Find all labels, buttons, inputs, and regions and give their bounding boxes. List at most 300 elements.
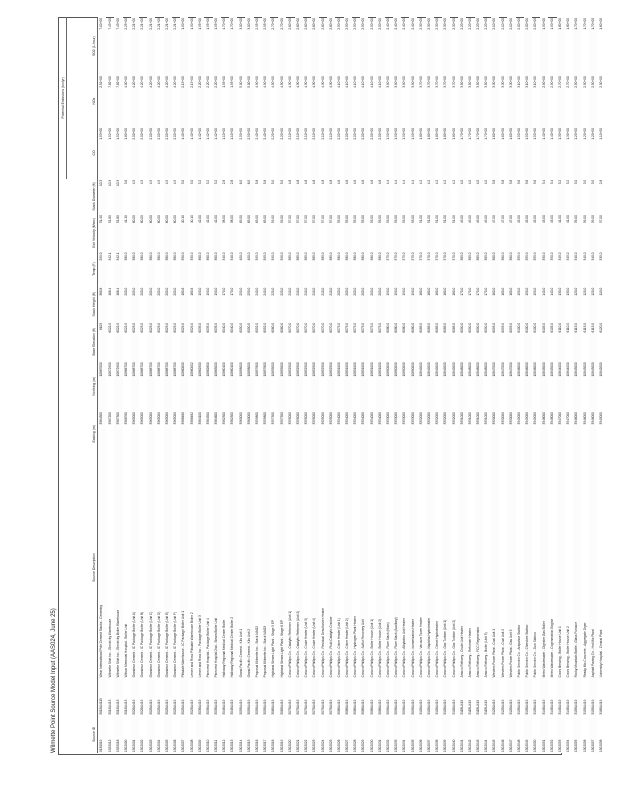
table-cell: 2.40+00 [262,127,270,179]
table-cell: 43.00 [549,215,554,224]
table-cell: 2.70+00 [278,17,286,75]
table-cell: 2.20+00 [475,17,483,75]
table-cell: 3555000 [327,411,335,457]
table-cell: 6080.0 [393,322,401,361]
table-cell: 3.90+00 [409,75,417,127]
table-cell: Rocky Mountain Bottle - Glass Furnace [573,457,581,679]
table-cell: 1.90+00 [180,17,188,75]
table-cell: 59.00 [271,215,276,224]
table-cell: 2.60+00 [287,18,292,30]
table-cell: 63.00 [262,214,270,251]
table-cell: 140.0 [549,287,554,296]
table-cell: 365.0 [467,252,472,261]
table-cell: 307BU419 [304,699,309,715]
table-cell: 3554000 [344,411,352,457]
table-cell: 1.70+00 [222,18,227,30]
table-cell: 3.90+00 [386,76,391,88]
table-cell: 313BU419 [533,699,538,715]
table-cell: Wilmette Shirt Inc - Electricity Warehouse [107,618,112,678]
table-cell: 3545000 [598,412,603,425]
table-cell: 2.50+00 [336,18,341,30]
table-cell: 1.52+00 [114,127,122,179]
table-cell: 5.0 [271,179,276,185]
table-cell: 3.4 [540,179,548,214]
table-cell: 4.2 [442,179,450,214]
table-cell: 10844000 [557,361,565,411]
table-cell: 3.8 [507,179,515,214]
table-cell: Pinecrest Hospital 2nd - Steam Boiler Unit [213,457,221,679]
table-cell: 3.2 [205,179,210,185]
table-cell: 1302006 [173,739,178,752]
table-cell: 380.0 [140,252,145,261]
table-cell: 40.10 [189,215,194,224]
table-cell: 10850000 [409,361,417,411]
table-cell: 6050.0 [245,322,253,361]
table-cell: 6090.0 [475,322,483,361]
table-cell: 1302012 [222,739,227,752]
table-cell: 57.00 [295,214,303,251]
table-cell: 2.00+00 [156,127,161,140]
table-cell: 385.0 [311,251,319,286]
table-cell: 200.0 [344,287,352,322]
table-cell: 2.20+00 [196,75,204,127]
table-cell: 2.21+00 [147,17,155,75]
table-cell: 3565000 [164,411,172,457]
table-cell: 1302040 [451,739,456,752]
table-cell: 10850000 [393,361,401,411]
table-cell: 10852500 [287,362,292,377]
table-cell: 6040.0 [229,322,237,361]
table-cell: 2.30+00 [451,18,456,30]
table-cell: 2.70+00 [566,76,571,88]
table-cell: 6080.0 [409,322,417,361]
table-cell: 395.0 [262,251,270,286]
table-cell: 1.70+00 [573,17,581,75]
table-cell: 2.10+00 [507,17,515,75]
table-cell: 10858000 [245,361,253,411]
table-cell: 306BU419 [278,678,286,715]
table-cell: 3550000 [500,412,505,425]
table-cell: 2.20+00 [484,18,489,30]
table-cell: 1302036 [418,739,423,752]
table-cell: 1.95+00 [213,17,221,75]
table-cell: 3547000 [566,412,571,425]
table-cell: 3565000 [156,412,161,425]
table-cell: 3546000 [589,411,597,457]
table-cell: 4.50+00 [271,76,276,88]
table-cell: 6075.0 [353,322,358,333]
table-cell: 1302051 [540,716,548,753]
table-cell: 51.00 [418,215,423,224]
table-cell: 3.6 [517,179,522,185]
table-cell: 4.8 [311,179,319,214]
table-cell: 2.30+00 [598,76,603,88]
table-cell: 400.0 [238,252,243,261]
table-cell: 6110.0 [557,322,565,361]
table-cell: 3.2 [196,179,204,214]
table-cell: 2.50+00 [589,75,597,127]
table-cell: 3.50+00 [475,75,483,127]
table-cell: 308BU419 [360,678,368,715]
table-cell: 200.0 [353,287,358,296]
table-cell: 305BU419 [262,678,270,715]
table-row [204,17,212,753]
table-cell: ConocoPhillips Co - Naphtha Hydrotreater [426,457,434,679]
table-cell: 360.0 [507,251,515,286]
table-cell: 4.30+00 [295,75,303,127]
table-row [491,17,499,753]
table-cell: 6080.0 [386,322,391,333]
table-cell: ConocoPhillips Co - Vacuum Tower Heater [418,617,423,678]
table-cell: 360.0 [500,252,505,261]
table-cell: 160.0 [500,287,505,296]
table-cell: 6075.0 [344,322,352,361]
table-cell: 210.0 [320,287,325,296]
table-cell: 1302035 [409,716,417,753]
table-cell: 200.0 [173,287,178,296]
table-row [548,17,556,753]
table-cell: 365.0 [475,251,483,286]
table-cell: 1302005 [164,716,172,753]
table-row [385,17,393,753]
table-cell: 38.00 [222,215,227,224]
table-row [229,17,237,753]
table-row [573,17,581,753]
table-cell: 42.00 [196,214,204,251]
table-cell: 150.0 [524,287,532,322]
table-cell: 304BU419 [229,678,237,715]
table-cell: 3550000 [507,411,515,457]
table-cell: 160.0 [491,287,499,322]
table-cell: 49.00 [467,215,472,224]
table-cell: 4.6 [353,179,358,185]
table-cell: 3.8 [500,179,505,185]
table-cell: 10860100 [229,361,237,411]
table-cell: 3550000 [491,411,499,457]
column-header [67,678,98,715]
table-cell: 1302016 [255,739,260,752]
table-cell: 57.00 [311,214,319,251]
table-cell: 4.8 [320,179,325,185]
table-cell: 3546000 [573,411,581,457]
column-header-row [67,17,98,753]
table-cell: 1.80+00 [435,127,440,140]
table-cell: Wilmette Shirt Inc - Electricity Boiler Warehouse [114,457,122,679]
table-cell: 1302050 [533,739,538,752]
table-cell: 5.0 [278,179,286,214]
table-cell: 10852500 [320,362,325,377]
table-cell: ConocoPhillips Co - Flare Stack (Main) [386,622,391,678]
table-cell: 6105.0 [540,322,548,361]
table-cell: 3.70+00 [418,76,423,88]
table-cell: Asphalt Paving Co - Hot Mix Plant [589,457,597,679]
table-cell: 1302028 [353,739,358,752]
table-cell: 307BU419 [287,699,292,715]
table-cell: 370.0 [442,251,450,286]
table-cell: 47.00 [491,214,499,251]
table-cell: 200.0 [369,287,374,296]
table-cell: 1302002 [140,739,145,752]
table-cell: 210.0 [304,287,309,296]
table-cell: 2.00+00 [147,127,155,179]
table-cell: 6022.0 [107,322,112,333]
table-cell: Western Power Plant - Gas Unit 3 [507,457,515,679]
table-cell: 10843000 [582,362,587,377]
table-cell: 205.0 [131,287,139,322]
table-cell: 51.80 [107,215,112,224]
table-cell: 170.0 [484,287,489,296]
table-cell: 4.0 [484,179,489,185]
table-cell: 4.4 [409,179,417,214]
table-cell: 3.10+00 [517,76,522,88]
table-cell: 200.0 [376,287,384,322]
table-cell: Pillsdale Warehouse - IC Package Boiler Unit 1 [180,457,188,679]
table-cell: 53.00 [393,214,401,251]
table-cell: 375.0 [402,252,407,261]
table-cell: 2.10+00 [311,127,319,179]
table-cell: 4.4 [386,179,391,185]
table-cell: ConocoPhillips Co - Boiler House (Unit 1) [369,618,374,678]
table-cell: 3.70+00 [426,75,434,127]
table-cell: Lerner and Ross Pillsdale Warehouse Boiler 2 [189,612,194,678]
table-cell: Grandeur Cement - IC Package Boiler (Unit C) [147,457,155,679]
table-row [540,17,548,753]
table-cell: 170.0 [229,287,237,322]
table-cell: 49.00 [484,215,489,224]
table-cell: 210.0 [311,287,319,322]
table-cell: 2.50+00 [573,75,581,127]
table-cell: 60.00 [156,215,161,224]
table-cell: 307BU419 [295,678,303,715]
table-cell: 200.0 [164,287,172,322]
table-cell: 6075.0 [369,322,374,333]
table-cell: 47.00 [500,215,505,224]
table-cell: 150.0 [533,287,538,296]
table-cell: 10843000 [573,361,581,411]
table-cell: 395.0 [255,252,260,261]
table-cell: 3.50+00 [467,76,472,88]
table-cell: 6023.0 [173,322,178,333]
table-cell: 10868700 [147,361,155,411]
table-cell: 370.0 [426,251,434,286]
table-cell: 2.90+00 [540,75,548,127]
table-cell: 3.2 [557,179,565,214]
table-cell: 1302055 [573,716,581,753]
table-cell: 190.0 [196,287,204,322]
table-cell: 308BU419 [353,699,358,715]
table-cell: 1302010 [205,739,210,752]
table-cell: 10848000 [475,361,483,411]
table-cell: ConocoPhillips Co - Fluid Catalytic Cracker [327,457,335,679]
table-row [262,17,270,753]
table-cell: 3549000 [524,411,532,457]
table-cell: 2.20+00 [467,18,472,30]
table-cell: 3.10+00 [524,75,532,127]
table-cell: 130.0 [566,287,571,296]
table-cell: 3564500 [205,412,210,425]
table-cell: 6023.0 [147,322,155,361]
table-cell: Amoco Refinery - Crude Unit Heater [458,457,466,679]
table-row [147,17,155,753]
table-cell: 3565000 [147,411,155,457]
table-cell: 335.0 [598,252,603,261]
table-cell: 210.0 [287,287,292,296]
table-cell: 4.30+00 [311,75,319,127]
table-cell: 42.00 [213,214,221,251]
table-cell: 3.30+00 [491,75,499,127]
table-cell: 301BU413 [107,699,112,715]
table-cell: 355.0 [524,251,532,286]
table-cell: 6029.0 [189,322,194,333]
table-cell: 302BU419 [140,699,145,715]
table-cell: 2.00+00 [164,127,172,179]
table-row [458,17,466,753]
table-cell: 166.4 [107,287,112,296]
table-cell: 380.8 [98,287,107,322]
table-row [245,17,253,753]
table-cell: 4.5 [156,179,161,185]
column-header: Exit Velocity (ft/sec) [67,214,98,251]
table-row [180,17,188,753]
table-cell: 380.0 [156,252,161,261]
table-cell: 6029.0 [180,322,188,361]
table-cell: 4.2 [435,179,440,185]
table-cell: 0130019 [98,716,107,753]
table-cell: 6070.0 [327,322,335,361]
table-row [114,17,122,753]
table-cell: 190.0 [409,287,417,322]
table-cell: 340.0 [222,252,227,261]
table-cell: 1.53+00 [98,127,107,179]
column-header: Base Elevation (ft) [67,322,98,361]
table-cell: 220.0 [271,287,276,296]
rotated-page-content [45,15,603,765]
table-cell: 10858000 [238,362,243,377]
table-cell: 60.00 [131,214,139,251]
table-cell: 1.10+00 [229,127,237,179]
table-cell: 10845000 [540,361,548,411]
table-cell: 1.50+00 [524,127,532,179]
table-cell: 2.90+00 [549,76,554,88]
table-cell: 10849000 [435,362,440,377]
table-cell: 3555000 [287,412,292,425]
table-cell: 1302052 [549,739,554,752]
table-cell: 2.00+00 [173,127,178,140]
table-cell: 302BU419 [189,699,194,715]
table-cell: 41.10 [124,215,129,224]
table-cell: 309BU419 [402,699,407,715]
table-cell: 3.4 [549,179,554,185]
table-cell: 10863000 [213,361,221,411]
table-cell: 2.30+00 [418,18,423,30]
table-cell: 1.90+00 [402,127,407,140]
table-cell: 3564100 [196,411,204,457]
table-cell: 1.20+00 [582,127,587,140]
table-cell: Amoco Refinery - Boiler (Unit 5) [484,632,489,678]
table-cell: 4.20+00 [140,76,145,88]
table-cell: 314BU419 [557,678,565,715]
table-cell: 3.0 [180,179,188,214]
table-cell: 1302029 [360,716,368,753]
table-cell: 3.90+00 [393,75,401,127]
table-cell: Highland Steam Light Plant - Stage 5 EP [271,619,276,678]
point-source-table [59,17,606,753]
table-cell: 2.00+00 [533,18,538,30]
column-header: SO2 (1-hour) [67,17,98,75]
table-cell: 1302048 [517,739,522,752]
table-cell: 360.0 [491,251,499,286]
table-cell: ConocoPhillips Co - Isomerization Heater [409,457,417,679]
table-row [131,17,139,753]
table-cell: 10851000 [376,361,384,411]
table-cell: 3554000 [360,411,368,457]
table-cell: 180.6 [189,287,194,296]
table-cell: 45.00 [524,214,532,251]
table-cell: 1.42+00 [196,127,204,179]
table-cell: 2.10+00 [491,17,499,75]
table-cell: 380.0 [131,251,139,286]
table-cell: 4.5 [173,179,178,185]
table-row [221,17,229,753]
table-cell: 1302049 [524,716,532,753]
table-cell: 312BU419 [507,678,515,715]
table-cell: 3560000 [245,411,253,457]
table-cell: 55.00 [353,215,358,224]
table-cell: Wilson Memorial Hospital - Boiler Unit [124,623,129,678]
table-cell: 2.20+00 [458,17,466,75]
table-row [303,17,311,753]
table-cell: 1.30+00 [566,127,571,140]
table-cell: 10866700 [124,362,129,377]
table-cell: 10846000 [524,361,532,411]
table-row [327,17,335,753]
table-cell: 6070.0 [320,322,325,333]
table-row [237,17,245,753]
table-cell: 308BU419 [344,678,352,715]
table-cell: 55.00 [336,215,341,224]
table-cell: 4.10+00 [336,76,341,88]
table-cell: 310BU419 [451,699,456,715]
table-cell: 43.00 [540,214,548,251]
table-cell: ConocoPhillips Co - Alkylation Unit Heater [402,618,407,678]
table-cell: 4.20+00 [156,76,161,88]
table-cell: 2.50+00 [376,17,384,75]
table-cell: 10848000 [458,361,466,411]
table-cell: 380.0 [147,251,155,286]
table-cell: 6070.0 [304,322,309,333]
table-cell: 120.0 [582,287,587,296]
table-cell: 200.0 [124,287,129,296]
table-cell: 4.6 [344,179,352,214]
table-cell: 4.5 [164,179,172,214]
table-cell: 2.60+00 [311,17,319,75]
table-cell: 310BU419 [442,678,450,715]
table-cell: 3551000 [475,411,483,457]
table-cell: 49.00 [458,214,466,251]
table-cell: 1.60+00 [598,18,603,30]
table-cell: 10848000 [467,362,472,377]
table-cell: 6023.0 [164,322,172,361]
table-cell: 180.0 [435,287,440,296]
table-cell: 240.0 [262,287,270,322]
table-cell: 55.00 [369,215,374,224]
table-cell: 2.50+00 [360,17,368,75]
table-cell: 1302045 [491,716,499,753]
table-cell: 3557500 [271,412,276,425]
table-cell: 310BU419 [435,699,440,715]
table-cell: 110.0 [598,287,603,296]
table-cell: 10868700 [131,361,139,411]
